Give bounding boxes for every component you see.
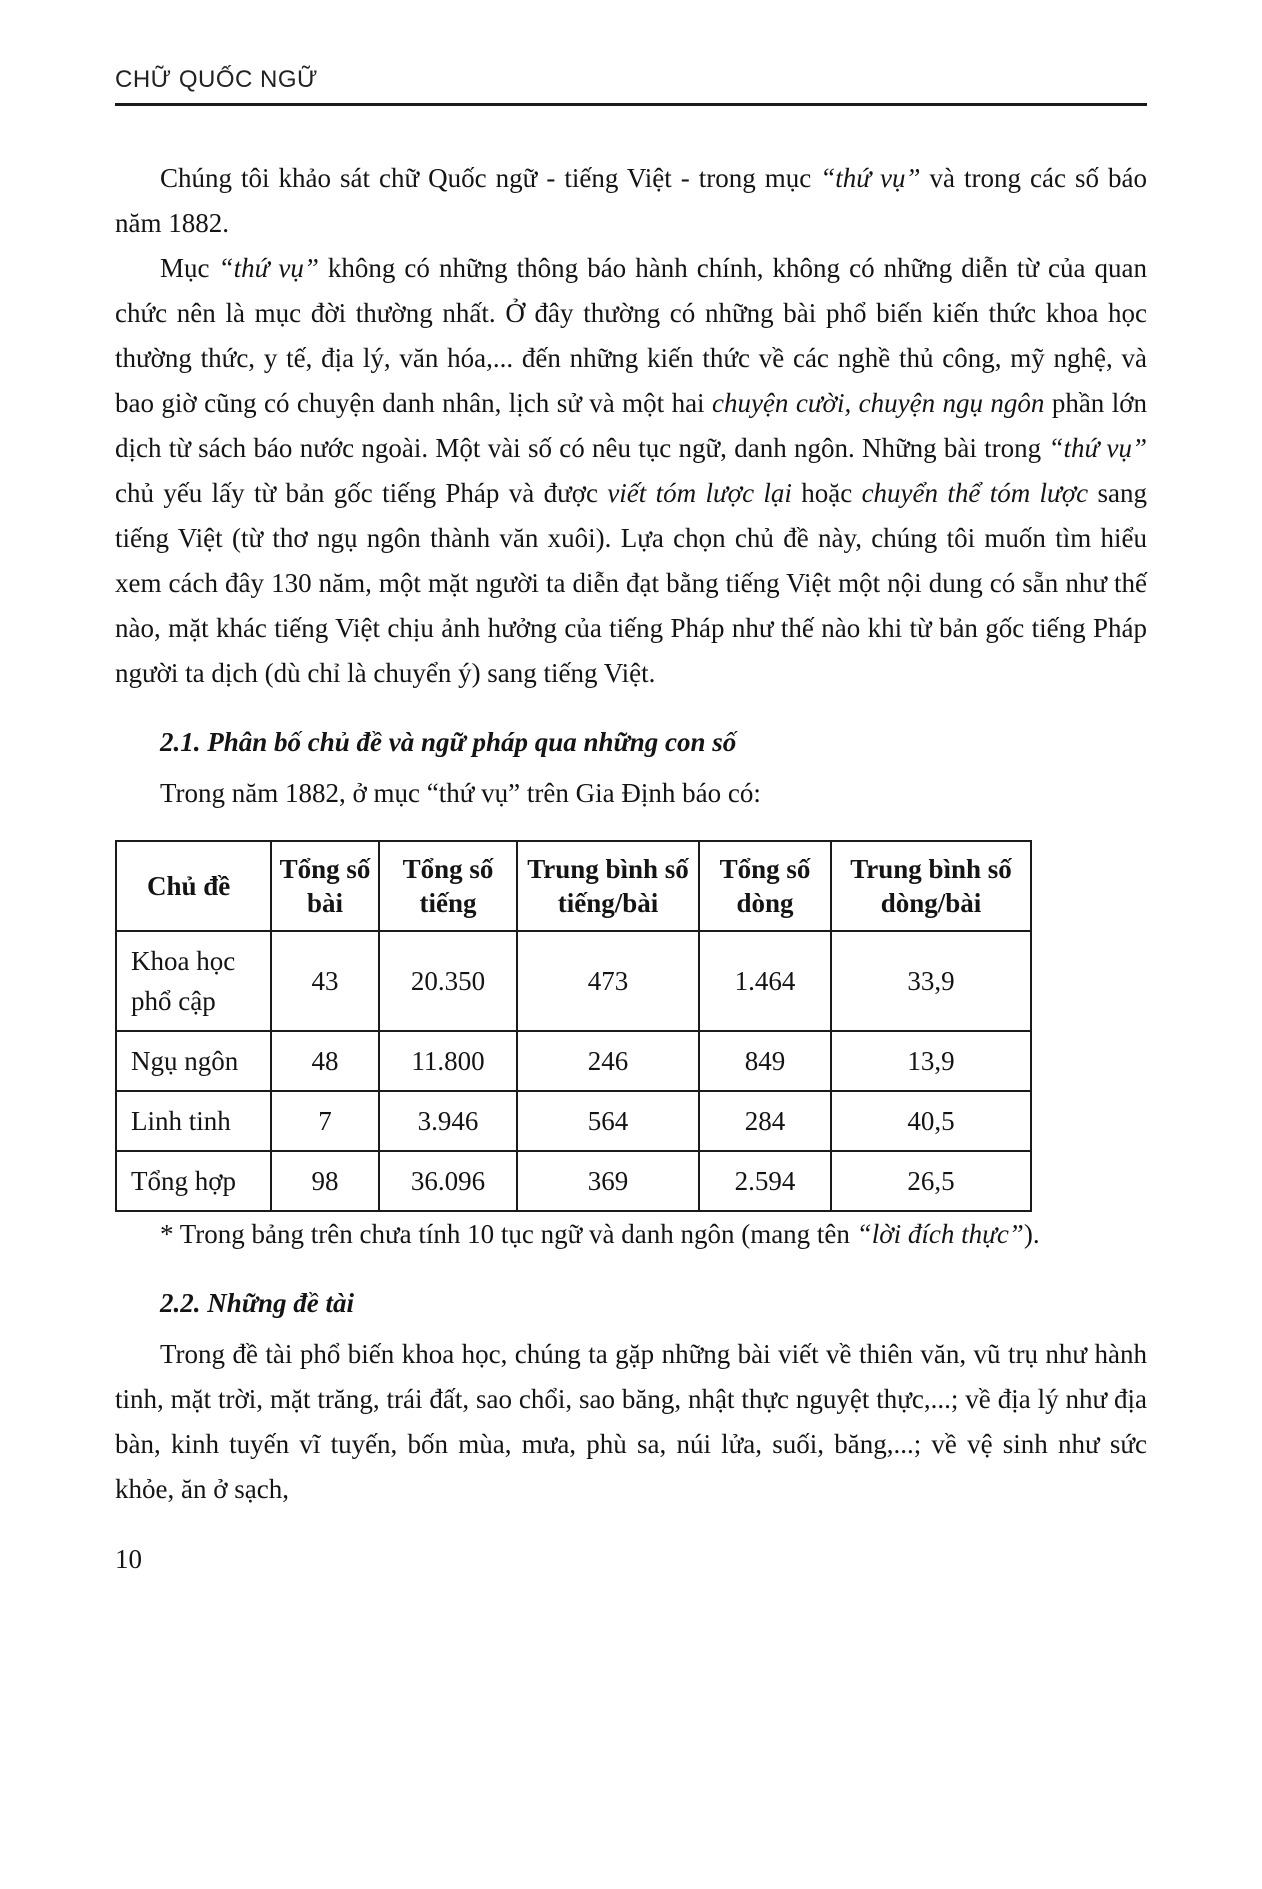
paragraph-table-intro: Trong năm 1882, ở mục “thứ vụ” trên Gia Định báo có: bbox=[160, 778, 761, 808]
page-number: 10 bbox=[115, 1544, 142, 1574]
row-label: Khoa học phổ cập bbox=[116, 931, 271, 1031]
row-label: Tổng hợp bbox=[116, 1151, 271, 1211]
cell-value: 26,5 bbox=[831, 1151, 1031, 1211]
cell-value: 20.350 bbox=[379, 931, 517, 1031]
cell-value: 11.800 bbox=[379, 1031, 517, 1091]
cell-value: 36.096 bbox=[379, 1151, 517, 1211]
table-row-khoa-hoc bbox=[116, 931, 1031, 1031]
cell-value: 564 bbox=[517, 1091, 699, 1151]
table-footnote: * Trong bảng trên chưa tính 10 tục ngữ và danh ngôn (mang tên “lời đích thực”). bbox=[160, 1219, 1040, 1249]
cell-value: 1.464 bbox=[699, 931, 831, 1031]
cell-value: 13,9 bbox=[831, 1031, 1031, 1091]
page-footer bbox=[115, 1544, 1147, 1575]
section-heading-2-1: 2.1. Phân bố chủ đề và ngữ pháp qua những con số bbox=[160, 727, 737, 757]
row-label: Ngụ ngôn bbox=[116, 1031, 271, 1091]
cell-value: 473 bbox=[517, 931, 699, 1031]
cell-value: 43 bbox=[271, 931, 379, 1031]
section-heading-2-2: 2.2. Những đề tài bbox=[160, 1288, 354, 1318]
cell-value: 2.594 bbox=[699, 1151, 831, 1211]
cell-value: 849 bbox=[699, 1031, 831, 1091]
table-header-topic: Chủ đề bbox=[116, 841, 271, 931]
table-header-total-articles: Tổng số bài bbox=[271, 841, 379, 931]
cell-value: 284 bbox=[699, 1091, 831, 1151]
paragraph-topics: Trong đề tài phổ biến khoa học, chúng ta gặp những bài viết về thiên văn, vũ trụ như hành tinh, mặt trời, mặt trăng, trái đất, sao chổi, sao băng, nhật thực nguyệt thực,...; về địa lý như địa bàn, kinh tuyến vĩ tuyến, bốn mùa, mưa, phù sa, núi lửa, suối, băng,...; về vệ sinh như sức khỏe, ăn ở sạch, bbox=[115, 1339, 1147, 1504]
cell-value: 48 bbox=[271, 1031, 379, 1091]
page-header bbox=[115, 66, 1147, 106]
table-header-avg-words: Trung bình số tiếng/bài bbox=[517, 841, 699, 931]
running-header-title: CHỮ QUỐC NGỮ bbox=[115, 66, 318, 93]
statistics-table bbox=[115, 840, 1032, 1212]
paragraph-thu-vu-description: Mục “thứ vụ” không có những thông báo hành chính, không có những diễn từ của quan chức nên là mục đời thường nhất. Ở đây thường có những bài phổ biến kiến thức khoa học thường thức, y tế, địa lý, văn hóa,... đến những kiến thức về các nghề thủ công, mỹ nghệ, và bao giờ cũng có chuyện danh nhân, lịch sử và một hai chuyện cười, chuyện ngụ ngôn phần lớn dịch từ sách báo nước ngoài. Một vài số có nêu tục ngữ, danh ngôn. Những bài trong “thứ vụ” chủ yếu lấy từ bản gốc tiếng Pháp và được viết tóm lược lại hoặc chuyển thể tóm lược sang tiếng Việt (từ thơ ngụ ngôn thành văn xuôi). Lựa chọn chủ đề này, chúng tôi muốn tìm hiểu xem cách đây 130 năm, một mặt người ta diễn đạt bằng tiếng Việt một nội dung có sẵn như thế nào, mặt khác tiếng Việt chịu ảnh hưởng của tiếng Pháp như thế nào khi từ bản gốc tiếng Pháp người ta dịch (dù chỉ là chuyển ý) sang tiếng Việt. bbox=[115, 253, 1147, 688]
cell-value: 7 bbox=[271, 1091, 379, 1151]
table-header-total-words: Tổng số tiếng bbox=[379, 841, 517, 931]
page-body bbox=[115, 156, 1147, 1512]
table-header-avg-lines: Trung bình số dòng/bài bbox=[831, 841, 1031, 931]
cell-value: 246 bbox=[517, 1031, 699, 1091]
cell-value: 40,5 bbox=[831, 1091, 1031, 1151]
table-row-linh-tinh bbox=[116, 1091, 1031, 1151]
cell-value: 3.946 bbox=[379, 1091, 517, 1151]
table-header-row bbox=[116, 841, 1031, 931]
table-header-total-lines: Tổng số dòng bbox=[699, 841, 831, 931]
header-rule bbox=[115, 103, 1147, 106]
paragraph-intro-survey: Chúng tôi khảo sát chữ Quốc ngữ - tiếng Việt - trong mục “thứ vụ” và trong các số báo năm 1882. bbox=[115, 163, 1148, 238]
row-label: Linh tinh bbox=[116, 1091, 271, 1151]
cell-value: 33,9 bbox=[831, 931, 1031, 1031]
table-row-ngu-ngon bbox=[116, 1031, 1031, 1091]
cell-value: 369 bbox=[517, 1151, 699, 1211]
table-row-tong-hop bbox=[116, 1151, 1031, 1211]
cell-value: 98 bbox=[271, 1151, 379, 1211]
